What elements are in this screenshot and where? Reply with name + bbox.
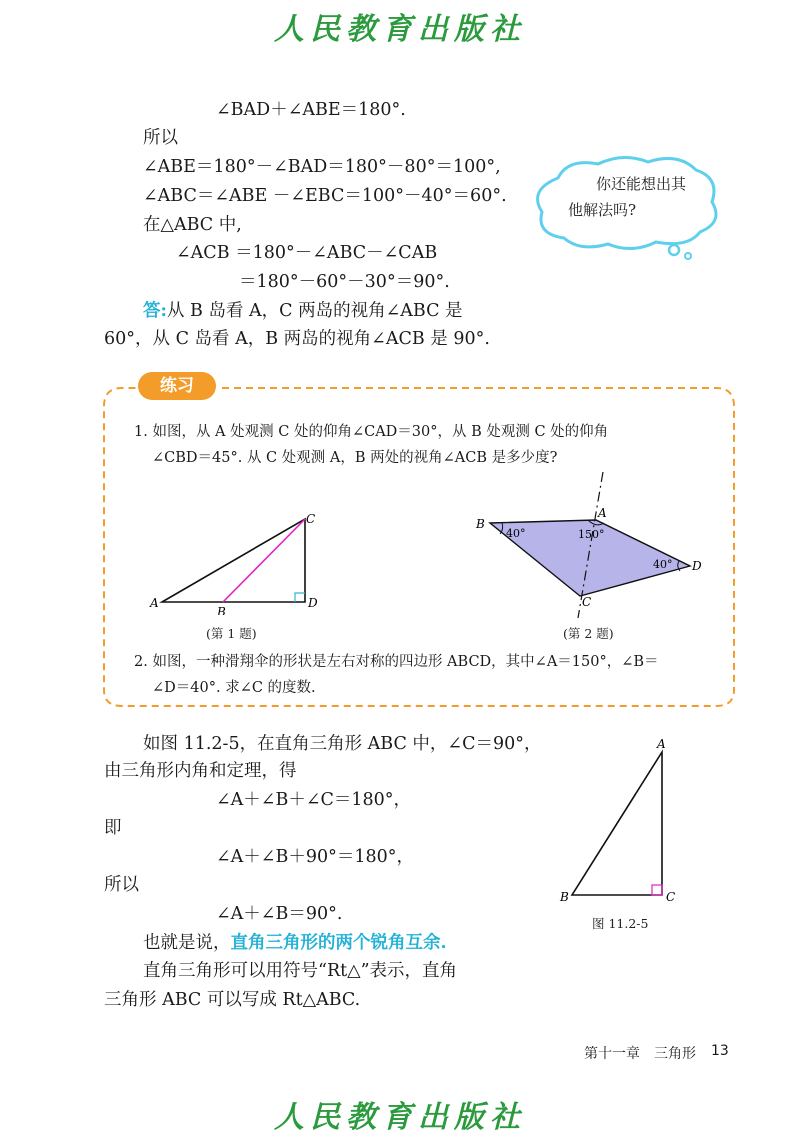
page-number: 13 — [711, 1043, 729, 1059]
body-p1-line-2: 由三角形内角和定理，得 — [104, 761, 297, 781]
fig3-label-a: A — [657, 737, 666, 751]
bubble-text-2: 他解法吗? — [568, 201, 637, 219]
solution-line-6: ∠ACB ＝180°－∠ABC－∠CAB — [176, 243, 438, 263]
solution-line-4: ∠ABC＝∠ABE －∠EBC＝100°－40°＝60°. — [143, 186, 507, 206]
exercise-q1-line-2: ∠CBD＝45°. 从 C 处观测 A，B 两处的视角∠ACB 是多少度? — [152, 450, 558, 466]
fig2-angle-b: 40° — [506, 527, 526, 540]
body-ji: 即 — [104, 818, 122, 838]
exercise-q2-line-1: 2. 如图，一种滑翔伞的形状是左右对称的四边形 ABCD，其中∠A＝150°，∠B＝ — [134, 654, 659, 670]
body-suoyi: 所以 — [104, 875, 139, 895]
fig3-label-b: B — [560, 890, 569, 904]
body-p2-line-1: 直角三角形可以用符号“Rt△”表示，直角 — [143, 961, 458, 981]
conclusion-prefix: 也就是说， — [143, 933, 231, 953]
exercise-tab: 练习 — [138, 372, 216, 400]
fig1-label-c: C — [306, 512, 316, 526]
solution-line-2: 所以 — [143, 128, 178, 148]
answer-line-2: 60°，从 C 岛看 A，B 两岛的视角∠ACB 是 90°. — [104, 329, 490, 349]
fig2-label-d: D — [692, 559, 702, 573]
body-eq-2: ∠A＋∠B＋90°＝180°， — [216, 847, 414, 867]
figure-2 — [470, 468, 720, 620]
solution-line-7: ＝180°－60°－30°＝90°. — [239, 272, 450, 292]
exercise-q2-line-2: ∠D＝40°. 求∠C 的度数. — [152, 680, 316, 696]
figure-11-2-5-caption: 图 11.2-5 — [592, 916, 649, 931]
fig2-label-b: B — [476, 517, 485, 531]
figure-1 — [140, 505, 340, 615]
conclusion-highlight: 直角三角形的两个锐角互余. — [230, 933, 447, 953]
figure-1-caption: (第 1 题) — [206, 626, 257, 641]
body-p2-line-2: 三角形 ABC 可以写成 Rt△ABC. — [104, 990, 361, 1010]
fig3-label-c: C — [666, 890, 676, 904]
publisher-header: 人民教育出版社 — [274, 12, 526, 47]
fig2-label-c: C — [582, 595, 592, 609]
figure-2-caption: (第 2 题) — [563, 626, 614, 641]
solution-line-3: ∠ABE＝180°－∠BAD＝180°－80°＝100°, — [143, 157, 501, 177]
fig2-angle-d: 40° — [653, 558, 673, 571]
exercise-q1-line-1: 1. 如图，从 A 处观测 C 处的仰角∠CAD＝30°，从 B 处观测 C 处的仰角 — [134, 424, 609, 440]
fig2-label-a: A — [598, 506, 607, 520]
body-p1-line-1: 如图 11.2-5，在直角三角形 ABC 中，∠C＝90°， — [143, 734, 542, 754]
fig1-label-b: B — [217, 605, 226, 615]
answer-text-1: 从 B 岛看 A，C 两岛的视角∠ABC 是 — [166, 301, 463, 321]
publisher-footer: 人民教育出版社 — [274, 1100, 526, 1135]
bubble-text-1: 你还能想出其 — [596, 175, 687, 193]
solution-line-5: 在△ABC 中, — [143, 215, 242, 235]
fig1-label-a: A — [150, 596, 159, 610]
solution-line-1: ∠BAD＋∠ABE＝180°. — [216, 100, 406, 120]
body-eq-1: ∠A＋∠B＋∠C＝180°， — [216, 790, 412, 810]
fig1-label-d: D — [308, 596, 318, 610]
chapter-label: 第十一章 三角形 — [584, 1046, 696, 1062]
figure-11-2-5 — [550, 732, 690, 907]
fig2-angle-a: 150° — [578, 528, 605, 541]
body-conclusion — [143, 929, 447, 954]
body-eq-3: ∠A＋∠B＝90°. — [216, 904, 343, 924]
answer-label: 答: — [143, 301, 167, 321]
